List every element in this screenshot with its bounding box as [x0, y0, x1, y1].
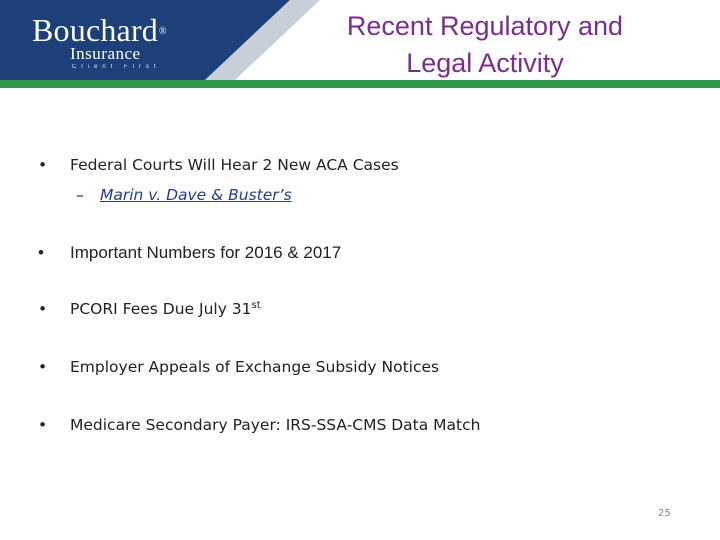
- bullet-marker: •: [38, 243, 44, 262]
- bullet-text: Employer Appeals of Exchange Subsidy Notices: [70, 358, 440, 376]
- sub-bullet-item: [76, 186, 292, 204]
- logo-registered-mark: ®: [159, 26, 167, 37]
- bullet-text: Medicare Secondary Payer: IRS-SSA-CMS Data Match: [70, 416, 481, 434]
- slide-header: [0, 0, 720, 90]
- logo-subtitle: Insurance: [70, 44, 141, 63]
- sub-bullet-marker: –: [76, 186, 84, 204]
- slide-title: [300, 8, 670, 82]
- company-logo: [32, 14, 167, 70]
- bullet-text-wrapper: [70, 300, 261, 318]
- bullet-text: Important Numbers for 2016 & 2017: [70, 243, 342, 262]
- bullet-marker: •: [38, 416, 48, 434]
- bullet-text: Federal Courts Will Hear 2 New ACA Cases: [70, 156, 399, 174]
- header-accent-bar: [0, 80, 720, 88]
- bullet-marker: •: [38, 358, 48, 376]
- logo-panel: [0, 0, 320, 80]
- bullet-text: PCORI Fees Due July 31: [70, 300, 252, 318]
- logo-name: Bouchard: [32, 12, 159, 48]
- bullet-marker: •: [38, 300, 48, 318]
- slide-title-line-1: Recent Regulatory and: [346, 11, 624, 41]
- case-link[interactable]: Marin v. Dave & Buster’s: [100, 186, 292, 204]
- slide-title-line-2: Legal Activity: [406, 48, 564, 78]
- bullet-marker: •: [38, 156, 48, 174]
- logo-tagline: Client First: [72, 64, 161, 70]
- bullet-superscript: st: [251, 299, 261, 311]
- page-number: 25: [658, 508, 671, 519]
